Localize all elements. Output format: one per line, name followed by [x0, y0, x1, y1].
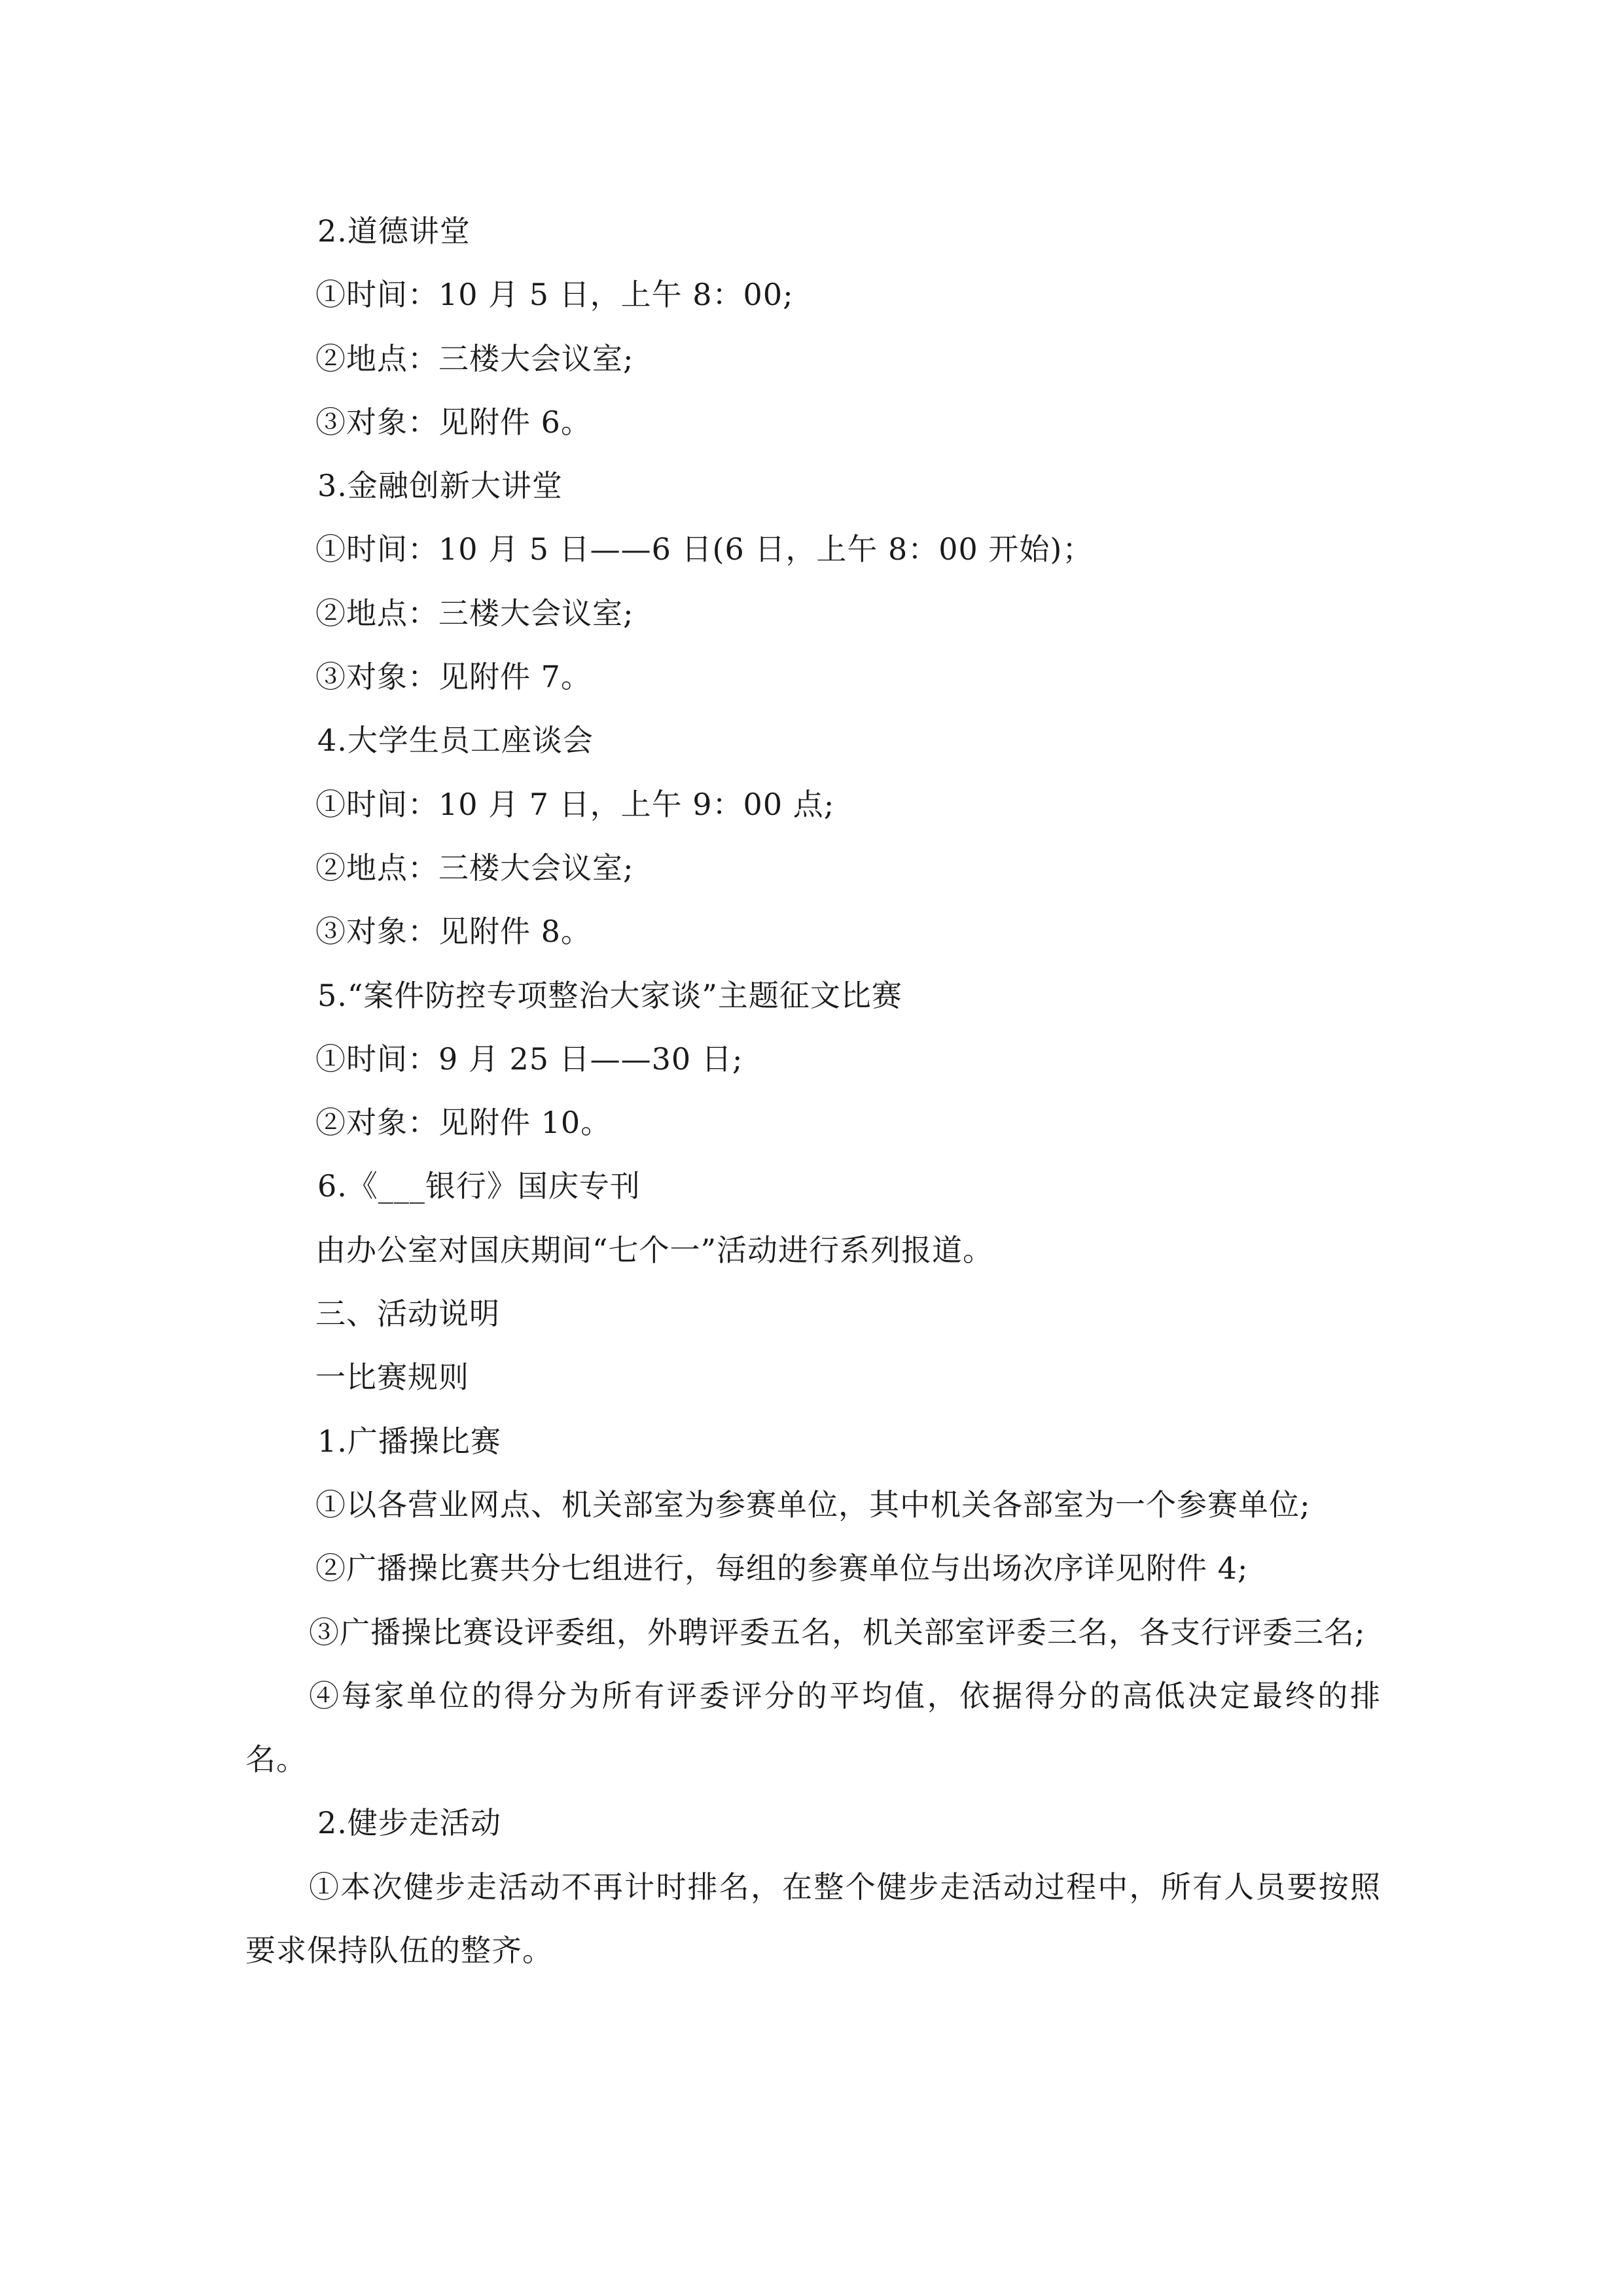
graduate-forum-audience: ③对象：见附件 8。 — [315, 914, 592, 950]
heading-finance-innovation-lecture: 3.金融创新大讲堂 — [317, 468, 563, 504]
finance-lecture-time: ①时间：10 月 5 日——6 日(6 日，上午 8：00 开始)； — [315, 531, 1094, 567]
national-day-issue-note: 由办公室对国庆期间“七个一”活动进行系列报道。 — [315, 1232, 994, 1268]
graduate-forum-place: ②地点：三楼大会议室; — [315, 850, 634, 886]
heading-essay-contest: 5.“案件防控专项整治大家谈”主题征文比赛 — [317, 977, 902, 1013]
broadcast-rule-4: ④每家单位的得分为所有评委评分的平均值，依据得分的高低决定最终的排名。 — [245, 1677, 1381, 1778]
moral-lecture-place: ②地点：三楼大会议室; — [315, 340, 634, 376]
heading-walking-activity: 2.健步走活动 — [317, 1805, 501, 1841]
finance-lecture-audience: ③对象：见附件 7。 — [315, 659, 592, 695]
heading-broadcast-exercise: 1.广播操比赛 — [317, 1423, 501, 1459]
moral-lecture-time: ①时间：10 月 5 日，上午 8：00; — [315, 277, 794, 313]
essay-contest-time: ①时间：9 月 25 日——30 日; — [315, 1041, 743, 1077]
section-activity-notes: 三、活动说明 — [315, 1296, 500, 1332]
finance-lecture-place: ②地点：三楼大会议室; — [315, 595, 634, 631]
broadcast-rule-2: ②广播操比赛共分七组进行，每组的参赛单位与出场次序详见附件 4; — [315, 1551, 1249, 1587]
moral-lecture-audience: ③对象：见附件 6。 — [315, 404, 592, 440]
walking-rule-1: ①本次健步走活动不再计时排名，在整个健步走活动过程中，所有人员要按照要求保持队伍的整齐。 — [245, 1869, 1381, 1969]
heading-graduate-forum: 4.大学生员工座谈会 — [317, 723, 594, 759]
document-body — [245, 200, 1381, 1982]
heading-moral-lecture: 2.道德讲堂 — [317, 213, 471, 249]
essay-contest-audience: ②对象：见附件 10。 — [315, 1105, 612, 1141]
graduate-forum-time: ①时间：10 月 7 日，上午 9：00 点; — [315, 786, 835, 822]
broadcast-rule-3: ③广播操比赛设评委组，外聘评委五名，机关部室评委三名，各支行评委三名; — [309, 1614, 1366, 1650]
subsection-contest-rules: 一比赛规则 — [315, 1359, 469, 1395]
broadcast-rule-1: ①以各营业网点、机关部室为参赛单位，其中机关各部室为一个参赛单位; — [315, 1486, 1311, 1522]
heading-national-day-issue: 6.《___银行》国庆专刊 — [317, 1168, 641, 1204]
